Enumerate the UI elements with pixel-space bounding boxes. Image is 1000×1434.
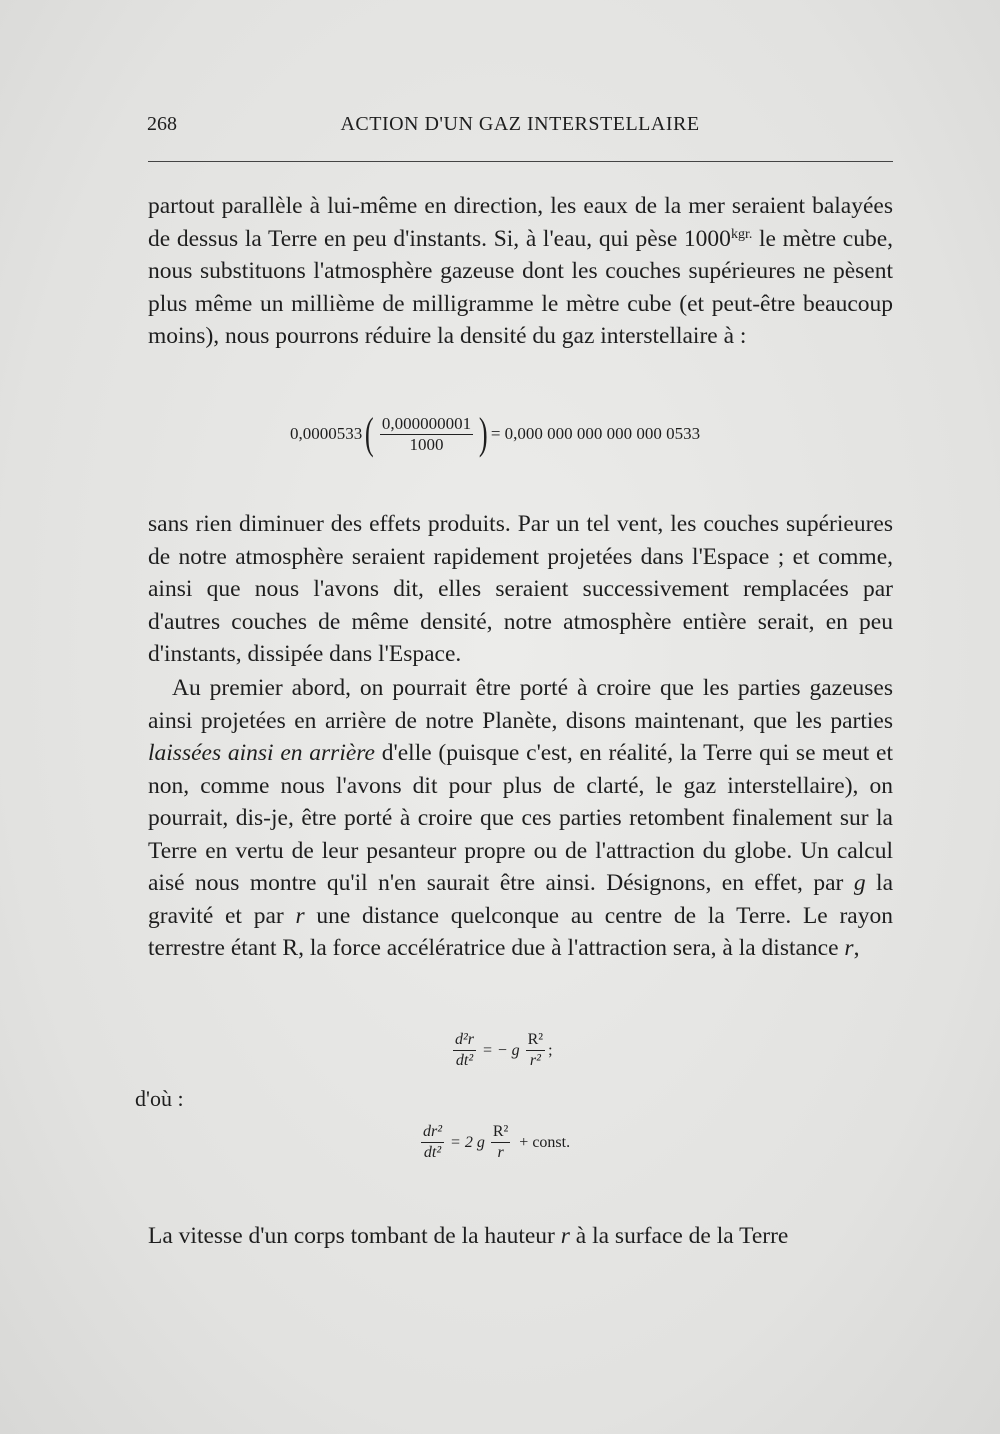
paragraph-1: partout parallèle à lui-même en direction, les eaux de la mer seraient balayées de dessus la Terre en peu d'instants. Si, à l'eau, qui pèse $1000^{kgr.}$ le mètre cube, nous substituons l'atmosphère gazeuse dont les couches supérieures ne pèsent plus même un millième de milligramme le mètre cube (et peut-être beaucoup moins), nous pourrons réduire la densité du gaz interstellaire à : bbox=[148, 193, 893, 349]
fraction-R2-r2: $\frac{\text{R²}}{\text{r²}}$ bbox=[527, 1031, 544, 1069]
formula-acceleration: $\frac{\text{d²r}}{\text{dt²}}$ = − g $\frac{\text{R²}}{\text{r²}}$ ; bbox=[455, 1031, 553, 1069]
denominator: 1000 bbox=[409, 434, 444, 454]
running-title: ACTION D'UN GAZ INTERSTELLAIRE bbox=[340, 113, 700, 135]
formula-left: 0,0000533 bbox=[290, 424, 363, 443]
right-paren: ) bbox=[479, 409, 488, 458]
numerator: 0,000000001 bbox=[381, 413, 472, 433]
left-paren: ( bbox=[365, 409, 374, 458]
fraction-dr2: $\frac{\text{dr²}}{\text{dt²}}$ bbox=[423, 1123, 443, 1161]
formula-result: = 0,000 000 000 000 000 0533 bbox=[490, 424, 701, 443]
formula-density bbox=[290, 404, 700, 464]
italic-phrase: laissées ainsi en arrière bbox=[148, 740, 375, 766]
fraction-d2r: $\frac{\text{d²r}}{\text{dt²}}$ bbox=[455, 1031, 475, 1069]
fraction-R2-r: $\frac{\text{R²}}{r}$ bbox=[492, 1123, 509, 1161]
paragraph-2: sans rien diminuer des effets produits. Par un tel vent, les couches supérieures de notre atmosphère seraient rapidement projetées dans l'Espace ; et comme, ainsi que nous l'avons dit, elles seraient successivement remplacées par d'autres couches de même densité, notre atmosphère entière serait, en peu d'instants, dissipée dans l'Espace. bbox=[148, 511, 893, 667]
paragraph-4: La vitesse d'un corps tombant de la hauteur r à la surface de la Terre bbox=[148, 1223, 789, 1249]
header-rule bbox=[148, 161, 893, 162]
unit-superscript: kgr. bbox=[730, 226, 753, 242]
paragraph-3: Au premier abord, on pourrait être porté à croire que les parties gazeuses ainsi projetées en arrière de notre Planète, disons maintenant, que les parties laissées ainsi en arrière d'elle (puisque c'est, en réalité, la Terre qui se meut et non, comme nous l'avons dit pour plus de clarté, le gaz interstellaire), on pourrait, dis-je, être porté à croire que ces parties retombent finalement sur la Terre en vertu de leur pesanteur propre ou de l'attraction du globe. Un calcul aisé nous montre qu'il n'en saurait être ainsi. Désignons, en effet, par g la gravité et par r une distance quelconque au centre de la Terre. Le rayon terrestre étant R, la force accélératrice due à l'attraction sera, à la distance r, bbox=[148, 675, 893, 961]
dou-label: d'où : bbox=[135, 1086, 184, 1111]
page-number: 268 bbox=[147, 113, 177, 135]
formula-velocity: $\frac{\text{dr²}}{\text{dt²}}$ = 2 g $\frac{\text{R²}}{r}$ + const. bbox=[423, 1123, 571, 1161]
fraction bbox=[380, 414, 473, 455]
